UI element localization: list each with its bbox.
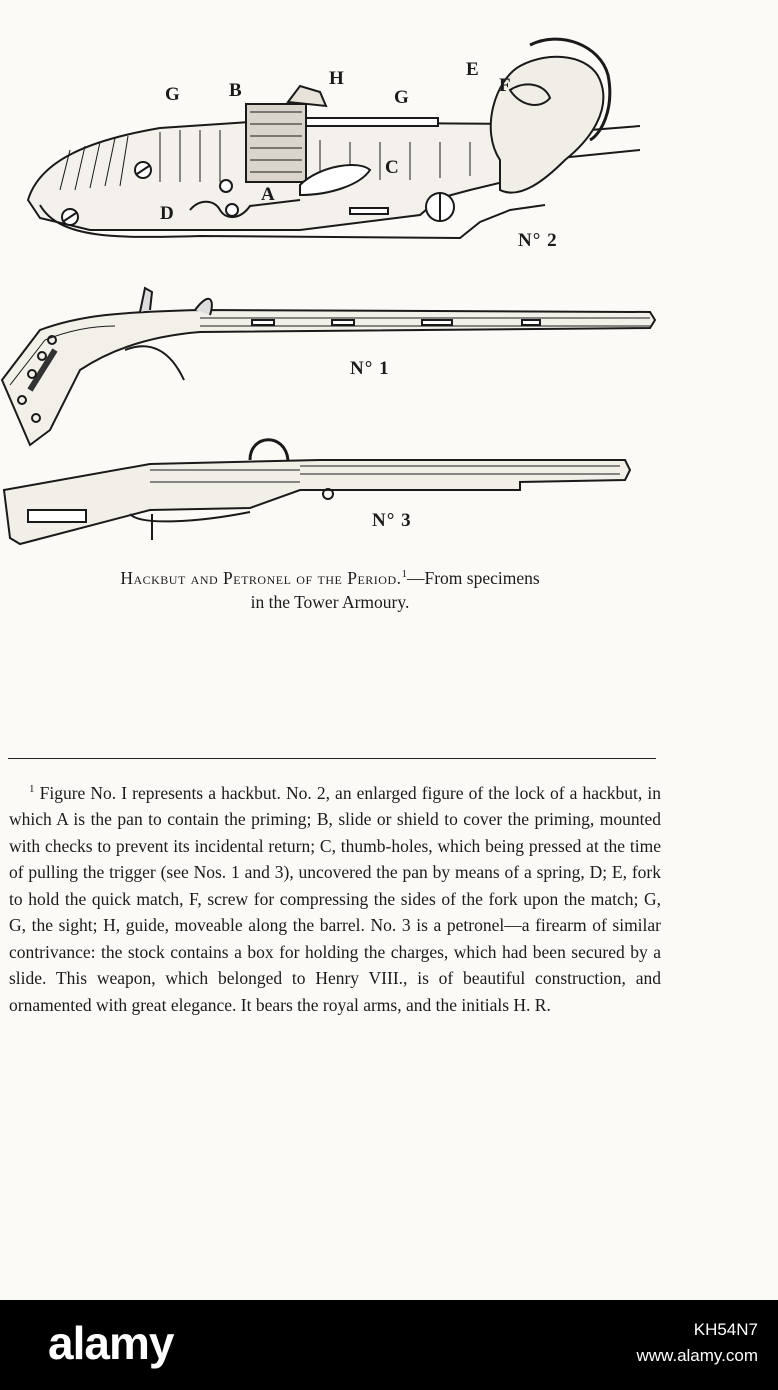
caption-line1-rest: —From specimens <box>406 567 540 588</box>
figure-no3-label: N° 3 <box>372 510 412 531</box>
petronel-illustration <box>0 430 778 550</box>
figure-no2-label: N° 2 <box>518 230 558 251</box>
footnote-rule <box>8 758 656 759</box>
watermark-url: www.alamy.com <box>636 1346 758 1365</box>
caption-note-ref: 1 <box>401 568 407 580</box>
footnote-marker: 1 <box>29 783 35 795</box>
footnote <box>9 776 661 1018</box>
lock-label-d: D <box>160 203 174 224</box>
lock-label-g2: G <box>394 87 409 108</box>
lock-label-a: A <box>261 184 275 205</box>
lock-label-h: H <box>329 68 344 89</box>
lock-label-c: C <box>385 157 399 178</box>
figure-no1-label: N° 1 <box>350 358 390 379</box>
image-id: KH54N7 <box>693 1320 758 1339</box>
lock-label-e: E <box>466 59 479 80</box>
caption-line2: in the Tower Armoury. <box>250 591 410 612</box>
caption-title: Hackbut and Petronel of the Period. <box>120 567 402 588</box>
footnote-text: Figure No. I represents a hackbut. No. 2, an enlarged figure of the lock of a hackbut, in which A is the pan to contain the priming; B, slide or shield to cover the priming, mounted with checks to prevent its incidental return; C, thumb-holes, which being pressed at the time of pulling the trigger (see Nos. 1 and 3), uncovered the pan by means of a spring, D; E, fork to hold the quick match, F, screw for compressing the sides of the fork upon the match; G, G, the sight; H, guide, moveable along the barrel. No. 3 is a petronel—a firearm of similar contrivance: the stock contains a box for holding the charges, which had been secured by a slide. This weapon, which belonged to Henry VIII., is of beautiful construction, and ornamented with great elegance. It bears the royal arms, and the initials H. R. <box>9 782 661 1015</box>
watermark-footer <box>0 1300 778 1390</box>
hackbut-lock-illustration <box>0 0 778 260</box>
alamy-logo: alamy <box>48 1317 174 1369</box>
figure-caption <box>0 562 660 614</box>
lock-label-f: F <box>499 75 511 96</box>
lock-label-b: B <box>229 80 242 101</box>
lock-label-g1: G <box>165 84 180 105</box>
